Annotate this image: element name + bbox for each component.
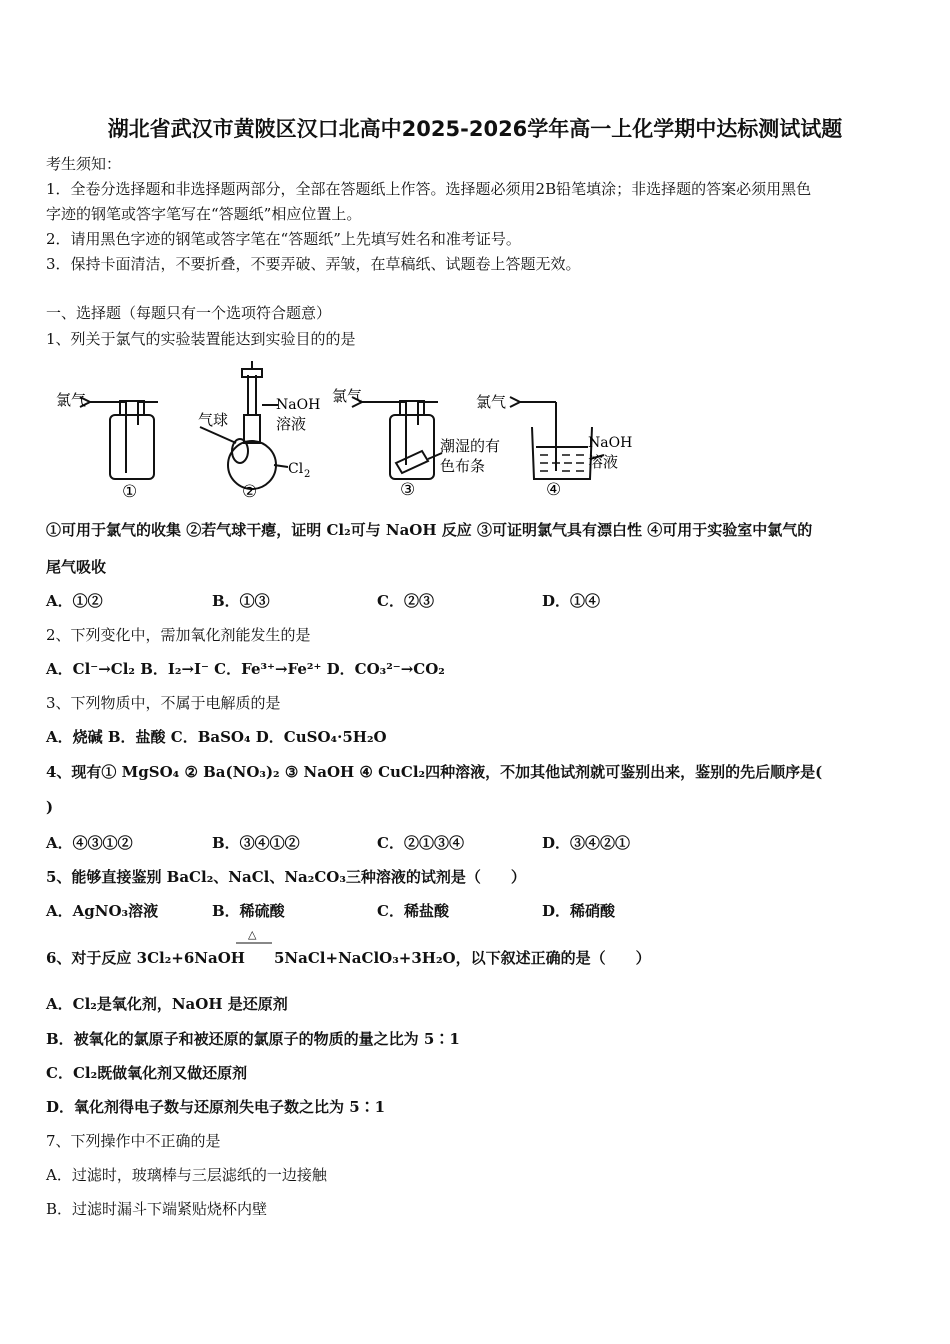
fig-naoh-label-4: NaOH (588, 435, 633, 451)
fig-label-1: ① (122, 482, 138, 502)
fig-naoh-label-2: NaOH (276, 397, 321, 413)
fig-solution-label-4: 溶液 (588, 453, 619, 471)
q6-stem-right: 5NaCl+NaClO₃+3H₂O，以下叙述正确的是（ ） (274, 949, 651, 967)
fig-balloon-label: 气球 (198, 411, 229, 429)
fig-wet-cloth-line-1: 潮湿的有 (440, 437, 501, 455)
q6-heat-symbol: △ (248, 928, 257, 941)
q5-option-a[interactable]: A．AgNO₃溶液 (46, 902, 159, 920)
notice-item-1-line-2: 字迹的钢笔或答字笔写在“答题纸”相应位置上。 (46, 205, 362, 223)
fig-chlorine-label-3: 氯气 (332, 387, 363, 405)
q5-option-b[interactable]: B．稀硫酸 (212, 902, 285, 920)
q7-option-a[interactable]: A．过滤时，玻璃棒与三层滤纸的一边接触 (46, 1166, 327, 1184)
q1-description-line-1: ①可用于氯气的收集 ②若气球干瘪，证明 Cl₂可与 NaOH 反应 ③可证明氯气具有漂白性 ④可用于实验室中氯气的 (46, 521, 813, 539)
notice-item-1-line-1: 1．全卷分选择题和非选择题两部分，全部在答题纸上作答。选择题必须用2B铅笔填涂；非选择题的答案必须用黑色 (46, 180, 812, 198)
q7-option-b[interactable]: B．过滤时漏斗下端紧贴烧杯内壁 (46, 1200, 268, 1218)
fig-wet-cloth-line-2: 色布条 (440, 457, 486, 475)
q4-option-d[interactable]: D．③④②① (542, 834, 631, 852)
q7-stem: 7、下列操作中不正确的是 (46, 1132, 221, 1150)
fig-solution-label-2: 溶液 (276, 415, 307, 433)
fig-label-3: ③ (400, 480, 416, 500)
q5-option-d[interactable]: D．稀硝酸 (542, 902, 616, 920)
q6-option-a[interactable]: A．Cl₂是氧化剂，NaOH 是还原剂 (46, 995, 288, 1013)
q3-options[interactable]: A．烧碱 B．盐酸 C．BaSO₄ D．CuSO₄·5H₂O (46, 728, 387, 746)
q5-stem: 5、能够直接鉴别 BaCl₂、NaCl、Na₂CO₃三种溶液的试剂是（ ） (46, 868, 526, 886)
q4-stem-line-2: ) (46, 798, 54, 816)
notice-item-3: 3．保持卡面清洁，不要折叠，不要弄破、弄皱，在草稿纸、试题卷上答题无效。 (46, 255, 581, 273)
q6-option-c[interactable]: C．Cl₂既做氧化剂又做还原剂 (46, 1064, 248, 1082)
q4-option-b[interactable]: B．③④①② (212, 834, 300, 852)
fig-label-4: ④ (546, 480, 562, 500)
apparatus-3-gas-bottle (352, 397, 442, 479)
fig-label-2: ② (242, 482, 258, 502)
q6-stem-left: 6、对于反应 3Cl₂+6NaOH (46, 949, 245, 967)
section-heading: 一、选择题（每题只有一个选项符合题意） (46, 304, 332, 322)
q6-reaction-arrow (236, 942, 272, 944)
q1-option-c[interactable]: C．②③ (377, 592, 434, 610)
apparatus-1-gas-bottle (80, 397, 158, 479)
q1-description-line-2: 尾气吸收 (46, 558, 107, 576)
fig-cl2-label: Cl (288, 461, 304, 477)
apparatus-figure (50, 355, 650, 505)
q6-option-d[interactable]: D．氧化剂得电子数与还原剂失电子数之比为 5∶1 (46, 1098, 386, 1116)
fig-chlorine-label-1: 氯气 (56, 391, 87, 409)
q1-option-d[interactable]: D．①④ (542, 592, 601, 610)
q1-stem: 1、列关于氯气的实验装置能达到实验目的的是 (46, 330, 356, 348)
fig-chlorine-label-4: 氯气 (476, 393, 507, 411)
notice-item-2: 2．请用黑色字迹的钢笔或答字笔在“答题纸”上先填写姓名和准考证号。 (46, 230, 521, 248)
q2-stem: 2、下列变化中，需加氧化剂能发生的是 (46, 626, 311, 644)
q4-option-c[interactable]: C．②①③④ (377, 834, 464, 852)
q6-option-b[interactable]: B．被氧化的氯原子和被还原的氯原子的物质的量之比为 5∶1 (46, 1030, 460, 1048)
q1-option-a[interactable]: A．①② (46, 592, 103, 610)
notice-heading: 考生须知： (46, 155, 122, 173)
q3-stem: 3、下列物质中，不属于电解质的是 (46, 694, 281, 712)
page-title: 湖北省武汉市黄陂区汉口北高中2025-2026学年高一上化学期中达标测试试题 (107, 117, 843, 141)
q1-option-b[interactable]: B．①③ (212, 592, 270, 610)
q4-option-a[interactable]: A．④③①② (46, 834, 133, 852)
q5-option-c[interactable]: C．稀盐酸 (377, 902, 449, 920)
svg-text:2: 2 (304, 469, 311, 480)
q4-stem-line-1: 4、现有① MgSO₄ ② Ba(NO₃)₂ ③ NaOH ④ CuCl₂四种溶液，不加其他试剂就可鉴别出来，鉴别的先后顺序是( (46, 763, 823, 781)
q2-options[interactable]: A．Cl⁻→Cl₂ B．I₂→I⁻ C．Fe³⁺→Fe²⁺ D．CO₃²⁻→CO₂ (46, 660, 445, 678)
